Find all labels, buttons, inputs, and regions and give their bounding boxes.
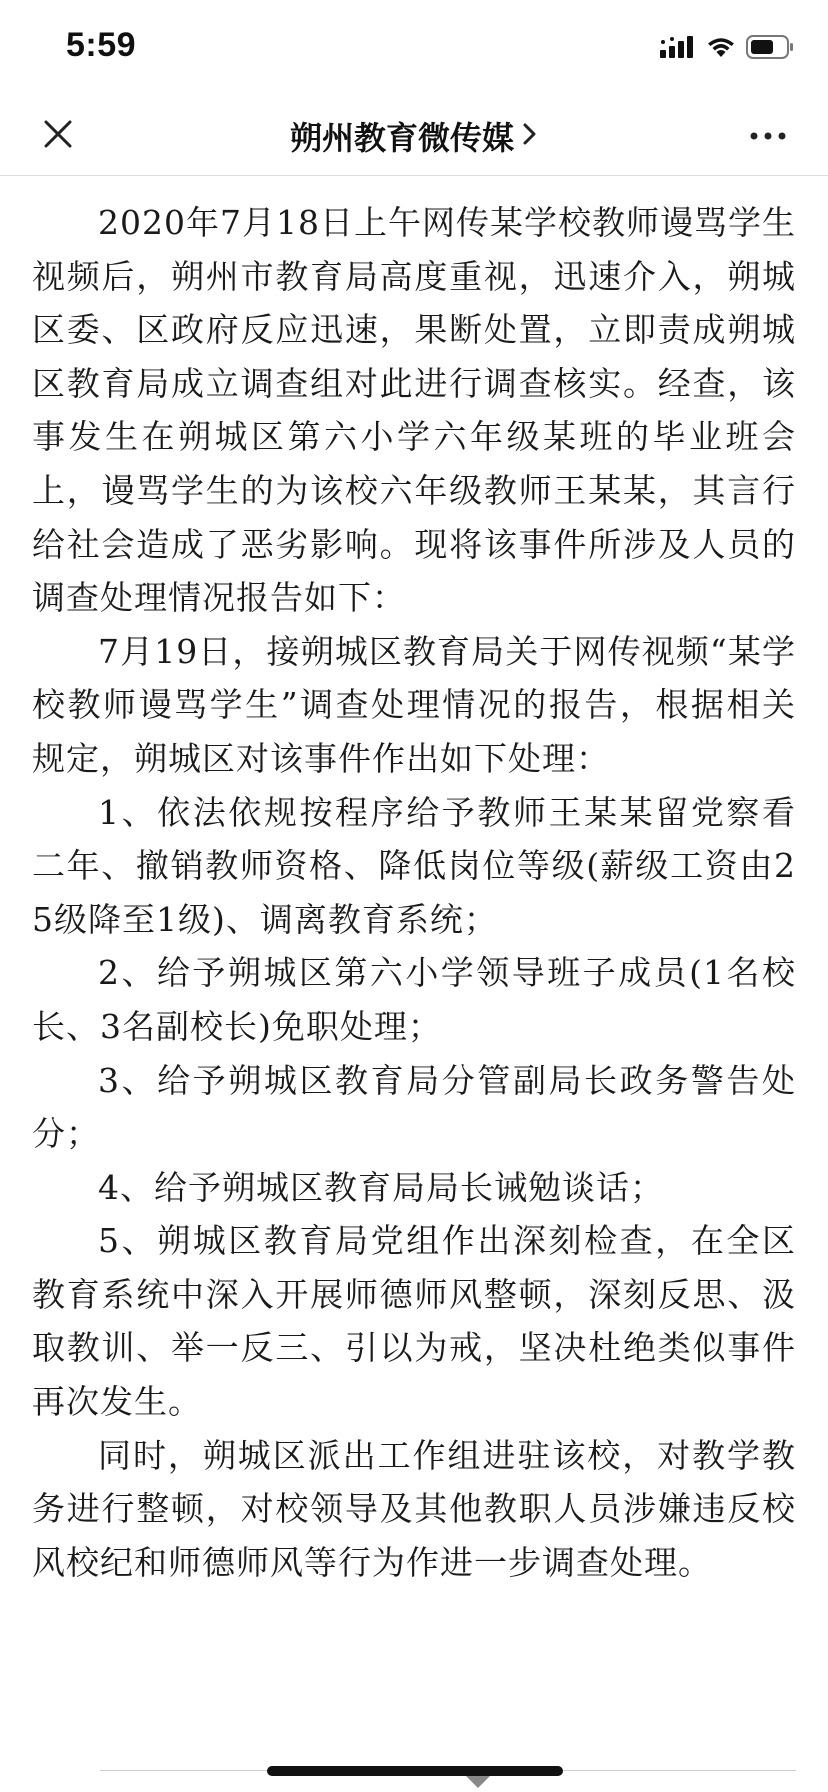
account-title-link[interactable] bbox=[170, 96, 658, 176]
article-paragraph: 3、给予朔城区教育局分管副局长政务警告处分； bbox=[32, 1060, 796, 1154]
nav-bar bbox=[0, 96, 828, 176]
article-paragraph: 5、朔城区教育局党组作出深刻检查，在全区教育系统中深入开展师德师风整顿，深刻反思、汲取教训、举一反三、引以为戒，坚决杜绝类似事件再次发生。 bbox=[32, 1221, 796, 1422]
status-bar bbox=[0, 0, 828, 96]
close-button[interactable] bbox=[38, 114, 78, 154]
more-icon bbox=[746, 118, 790, 154]
wifi-icon bbox=[706, 36, 736, 62]
article-paragraph: 7月19日，接朔城区教育局关于网传视频“某学校教师谩骂学生”调查处理情况的报告，根据相关规定，朔城区对该事件作出如下处理： bbox=[32, 631, 796, 778]
chevron-right-icon bbox=[522, 120, 538, 152]
caret-down-icon bbox=[466, 1776, 490, 1788]
article-paragraph: 4、给予朔城区教育局局长诫勉谈话； bbox=[98, 1167, 664, 1207]
close-icon bbox=[38, 114, 78, 154]
status-time: 5:59 bbox=[66, 26, 137, 64]
article-paragraph: 2、给予朔城区第六小学领导班子成员(1名校长、3名副校长)免职处理； bbox=[32, 953, 796, 1046]
battery-icon bbox=[746, 35, 794, 63]
cellular-signal-icon bbox=[660, 36, 696, 62]
status-icons bbox=[660, 36, 794, 62]
article-paragraph: 同时，朔城区派出工作组进驻该校，对教学教务进行整顿，对校领导及其他教职人员涉嫌违反校风校纪和师德师风等行为作进一步调查处理。 bbox=[32, 1435, 796, 1582]
home-indicator[interactable] bbox=[267, 1766, 563, 1776]
article-paragraph: 1、依法依规按程序给予教师王某某留党察看二年、撤销教师资格、降低岗位等级(薪级工资由25级降至1级)、调离教育系统； bbox=[32, 792, 796, 939]
article-paragraph: 2020年7月18日上午网传某学校教师谩骂学生视频后，朔州市教育局高度重视，迅速介入，朔城区委、区政府反应迅速，果断处置，立即责成朔城区教育局成立调查组对此进行调查核实。经查，该事发生在朔城区第六小学六年级某班的毕业班会上，谩骂学生的为该校六年级教师王某某，其言行给社会造成了恶劣影响。现将该事件所涉及人员的调查处理情况报告如下： bbox=[32, 203, 796, 618]
article-body bbox=[32, 196, 796, 1589]
more-button[interactable] bbox=[746, 118, 790, 154]
page-title: 朔州教育微传媒 bbox=[289, 119, 514, 157]
